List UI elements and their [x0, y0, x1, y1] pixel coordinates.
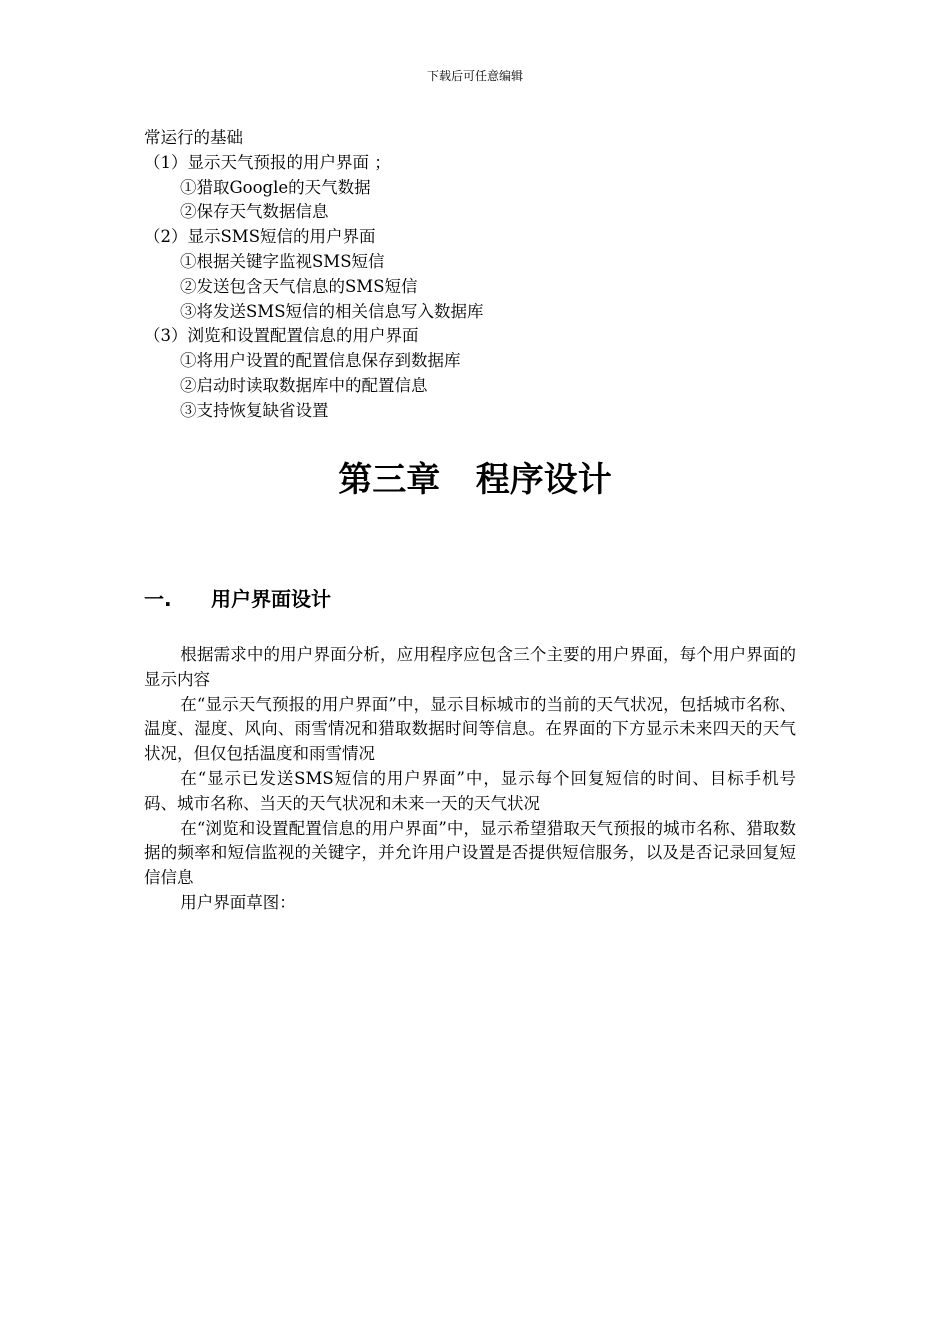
outline-subitem: ②启动时读取数据库中的配置信息	[180, 375, 428, 395]
body-paragraph: 用户界面草图：	[180, 892, 296, 912]
section-title: 用户界面设计	[211, 587, 331, 611]
outline-subitem: ②保存天气数据信息	[180, 202, 329, 222]
outline-item: 常运行的基础	[144, 128, 243, 147]
outline-subitem: ③将发送SMS短信的相关信息写入数据库	[180, 301, 484, 321]
outline-item: （3）浏览和设置配置信息的用户界面	[144, 326, 419, 346]
section-body	[144, 643, 796, 916]
body-paragraph: 在“浏览和设置配置信息的用户界面”中，显示希望猎取天气预报的城市名称、猎取数据的频率和短信监视的关键字，并允许用户设置是否提供短信服务，以及是否记录回复短信信息	[144, 818, 796, 888]
requirements-outline	[144, 126, 824, 424]
section-heading	[144, 583, 331, 612]
outline-subitem: ①将用户设置的配置信息保存到数据库	[180, 351, 461, 371]
body-paragraph: 在“显示天气预报的用户界面”中，显示目标城市的当前的天气状况，包括城市名称、温度、湿度、风向、雨雪情况和猎取数据时间等信息。在界面的下方显示未来四天的天气状况，但仅包括温度和雨雪情况	[144, 694, 796, 764]
outline-item: （2）显示SMS短信的用户界面	[144, 227, 376, 247]
section-number: 一.	[144, 587, 172, 611]
outline-subitem: ②发送包含天气信息的SMS短信	[180, 276, 418, 296]
outline-subitem: ①猎取Google的天气数据	[180, 177, 371, 197]
page-header: 下载后可任意编辑	[426, 69, 523, 83]
outline-item: （1）显示天气预报的用户界面 ；	[144, 152, 391, 172]
outline-subitem: ①根据关键字监视SMS短信	[180, 251, 385, 271]
chapter-title: 第三章 程序设计	[338, 460, 612, 500]
body-paragraph: 在“显示已发送SMS短信的用户界面”中，显示每个回复短信的时间、目标手机号码、城市名称、当天的天气状况和未来一天的天气状况	[144, 768, 796, 813]
outline-subitem: ③支持恢复缺省设置	[180, 400, 329, 420]
body-paragraph: 根据需求中的用户界面分析，应用程序应包含三个主要的用户界面，每个用户界面的显示内容	[144, 645, 796, 689]
